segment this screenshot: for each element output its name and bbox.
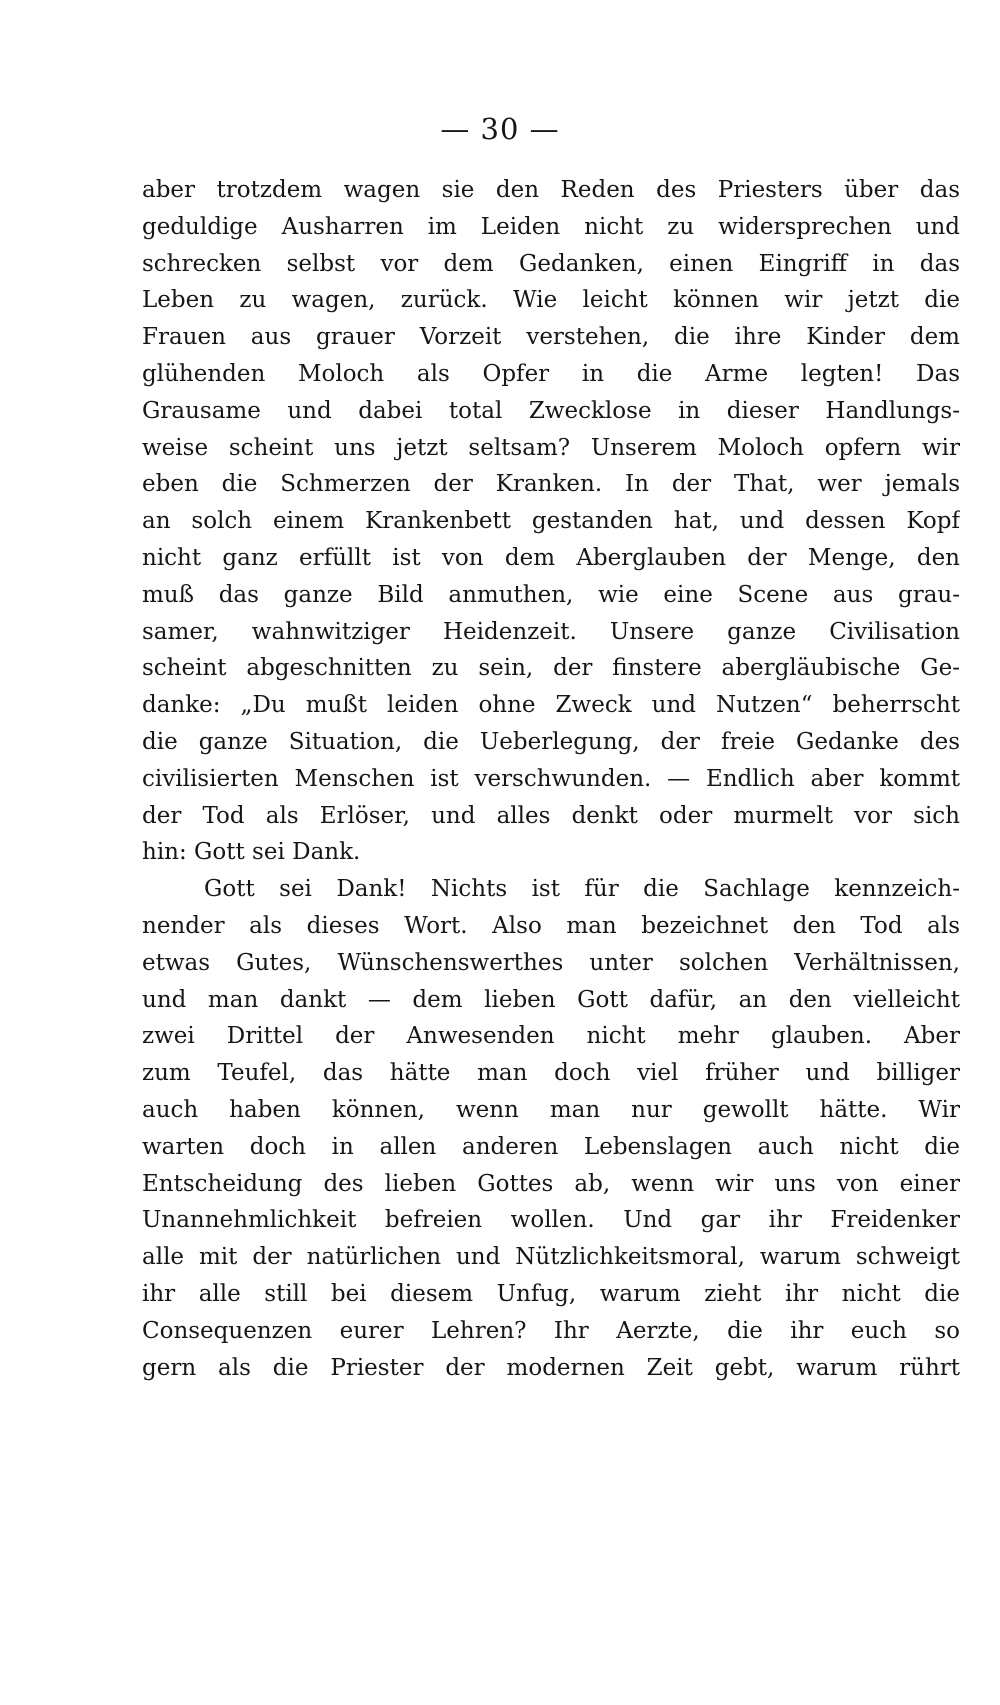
text-line: Leben zu wagen, zurück. Wie leicht können wir jetzt die — [142, 287, 960, 314]
text-line: Entscheidung des lieben Gottes ab, wenn wir uns von einer — [142, 1170, 960, 1197]
text-line: warten doch in allen anderen Lebenslagen auch nicht die — [142, 1133, 960, 1160]
text-line: zwei Drittel der Anwesenden nicht mehr glauben. Aber — [142, 1023, 960, 1050]
text-line: auch haben können, wenn man nur gewollt hätte. Wir — [142, 1096, 960, 1123]
text-line: gern als die Priester der modernen Zeit gebt, warum rührt — [142, 1354, 960, 1381]
text-line: nender als dieses Wort. Also man bezeichnet den Tod als — [142, 912, 960, 939]
text-line: ihr alle still bei diesem Unfug, warum zieht ihr nicht die — [142, 1280, 960, 1307]
text-line: an solch einem Krankenbett gestanden hat, und dessen Kopf — [142, 508, 960, 535]
text-line: Unannehmlichkeit befreien wollen. Und gar ihr Freidenker — [142, 1207, 960, 1234]
text-line: und man dankt — dem lieben Gott dafür, an den vielleicht — [142, 986, 960, 1013]
text-line: weise scheint uns jetzt seltsam? Unserem Moloch opfern wir — [142, 434, 960, 461]
text-line: aber trotzdem wagen sie den Reden des Priesters über das — [142, 177, 960, 203]
text-line: geduldige Ausharren im Leiden nicht zu widersprechen und — [142, 213, 960, 240]
text-line: muß das ganze Bild anmuthen, wie eine Scene aus grau- — [142, 581, 960, 608]
body-text — [142, 172, 960, 1386]
text-line: danke: „Du mußt leiden ohne Zweck und Nutzen“ beherrscht — [142, 692, 960, 719]
paragraph-last-line: hin: Gott sei Dank. — [142, 839, 361, 866]
text-line: alle mit der natürlichen und Nützlichkeitsmoral, warum schweigt — [142, 1244, 960, 1271]
text-line: glühenden Moloch als Opfer in die Arme legten! Das — [142, 360, 960, 387]
text-line: etwas Gutes, Wünschenswerthes unter solchen Verhältnissen, — [142, 949, 960, 976]
text-line: nicht ganz erfüllt ist von dem Aberglauben der Menge, den — [142, 544, 960, 571]
text-line: eben die Schmerzen der Kranken. In der That, wer jemals — [142, 471, 960, 498]
text-line: scheint abgeschnitten zu sein, der finstere abergläubische Ge- — [142, 655, 960, 682]
text-line: samer, wahnwitziger Heidenzeit. Unsere ganze Civilisation — [142, 618, 960, 645]
text-line: die ganze Situation, die Ueberlegung, der freie Gedanke des — [142, 728, 960, 755]
paragraph-first-line: Gott sei Dank! Nichts ist für die Sachlage kennzeich- — [204, 876, 960, 903]
text-line: Grausame und dabei total Zwecklose in dieser Handlungs- — [142, 397, 960, 424]
text-line: schrecken selbst vor dem Gedanken, einen Eingriff in das — [142, 250, 960, 277]
text-line: civilisierten Menschen ist verschwunden. — Endlich aber kommt — [142, 765, 960, 792]
text-line: der Tod als Erlöser, und alles denkt oder murmelt vor sich — [142, 802, 960, 829]
text-line: Frauen aus grauer Vorzeit verstehen, die ihre Kinder dem — [142, 324, 960, 351]
text-line: Consequenzen eurer Lehren? Ihr Aerzte, die ihr euch so — [142, 1317, 960, 1344]
text-line: zum Teufel, das hätte man doch viel früher und billiger — [142, 1060, 960, 1087]
page-number: — 30 — — [440, 112, 560, 146]
